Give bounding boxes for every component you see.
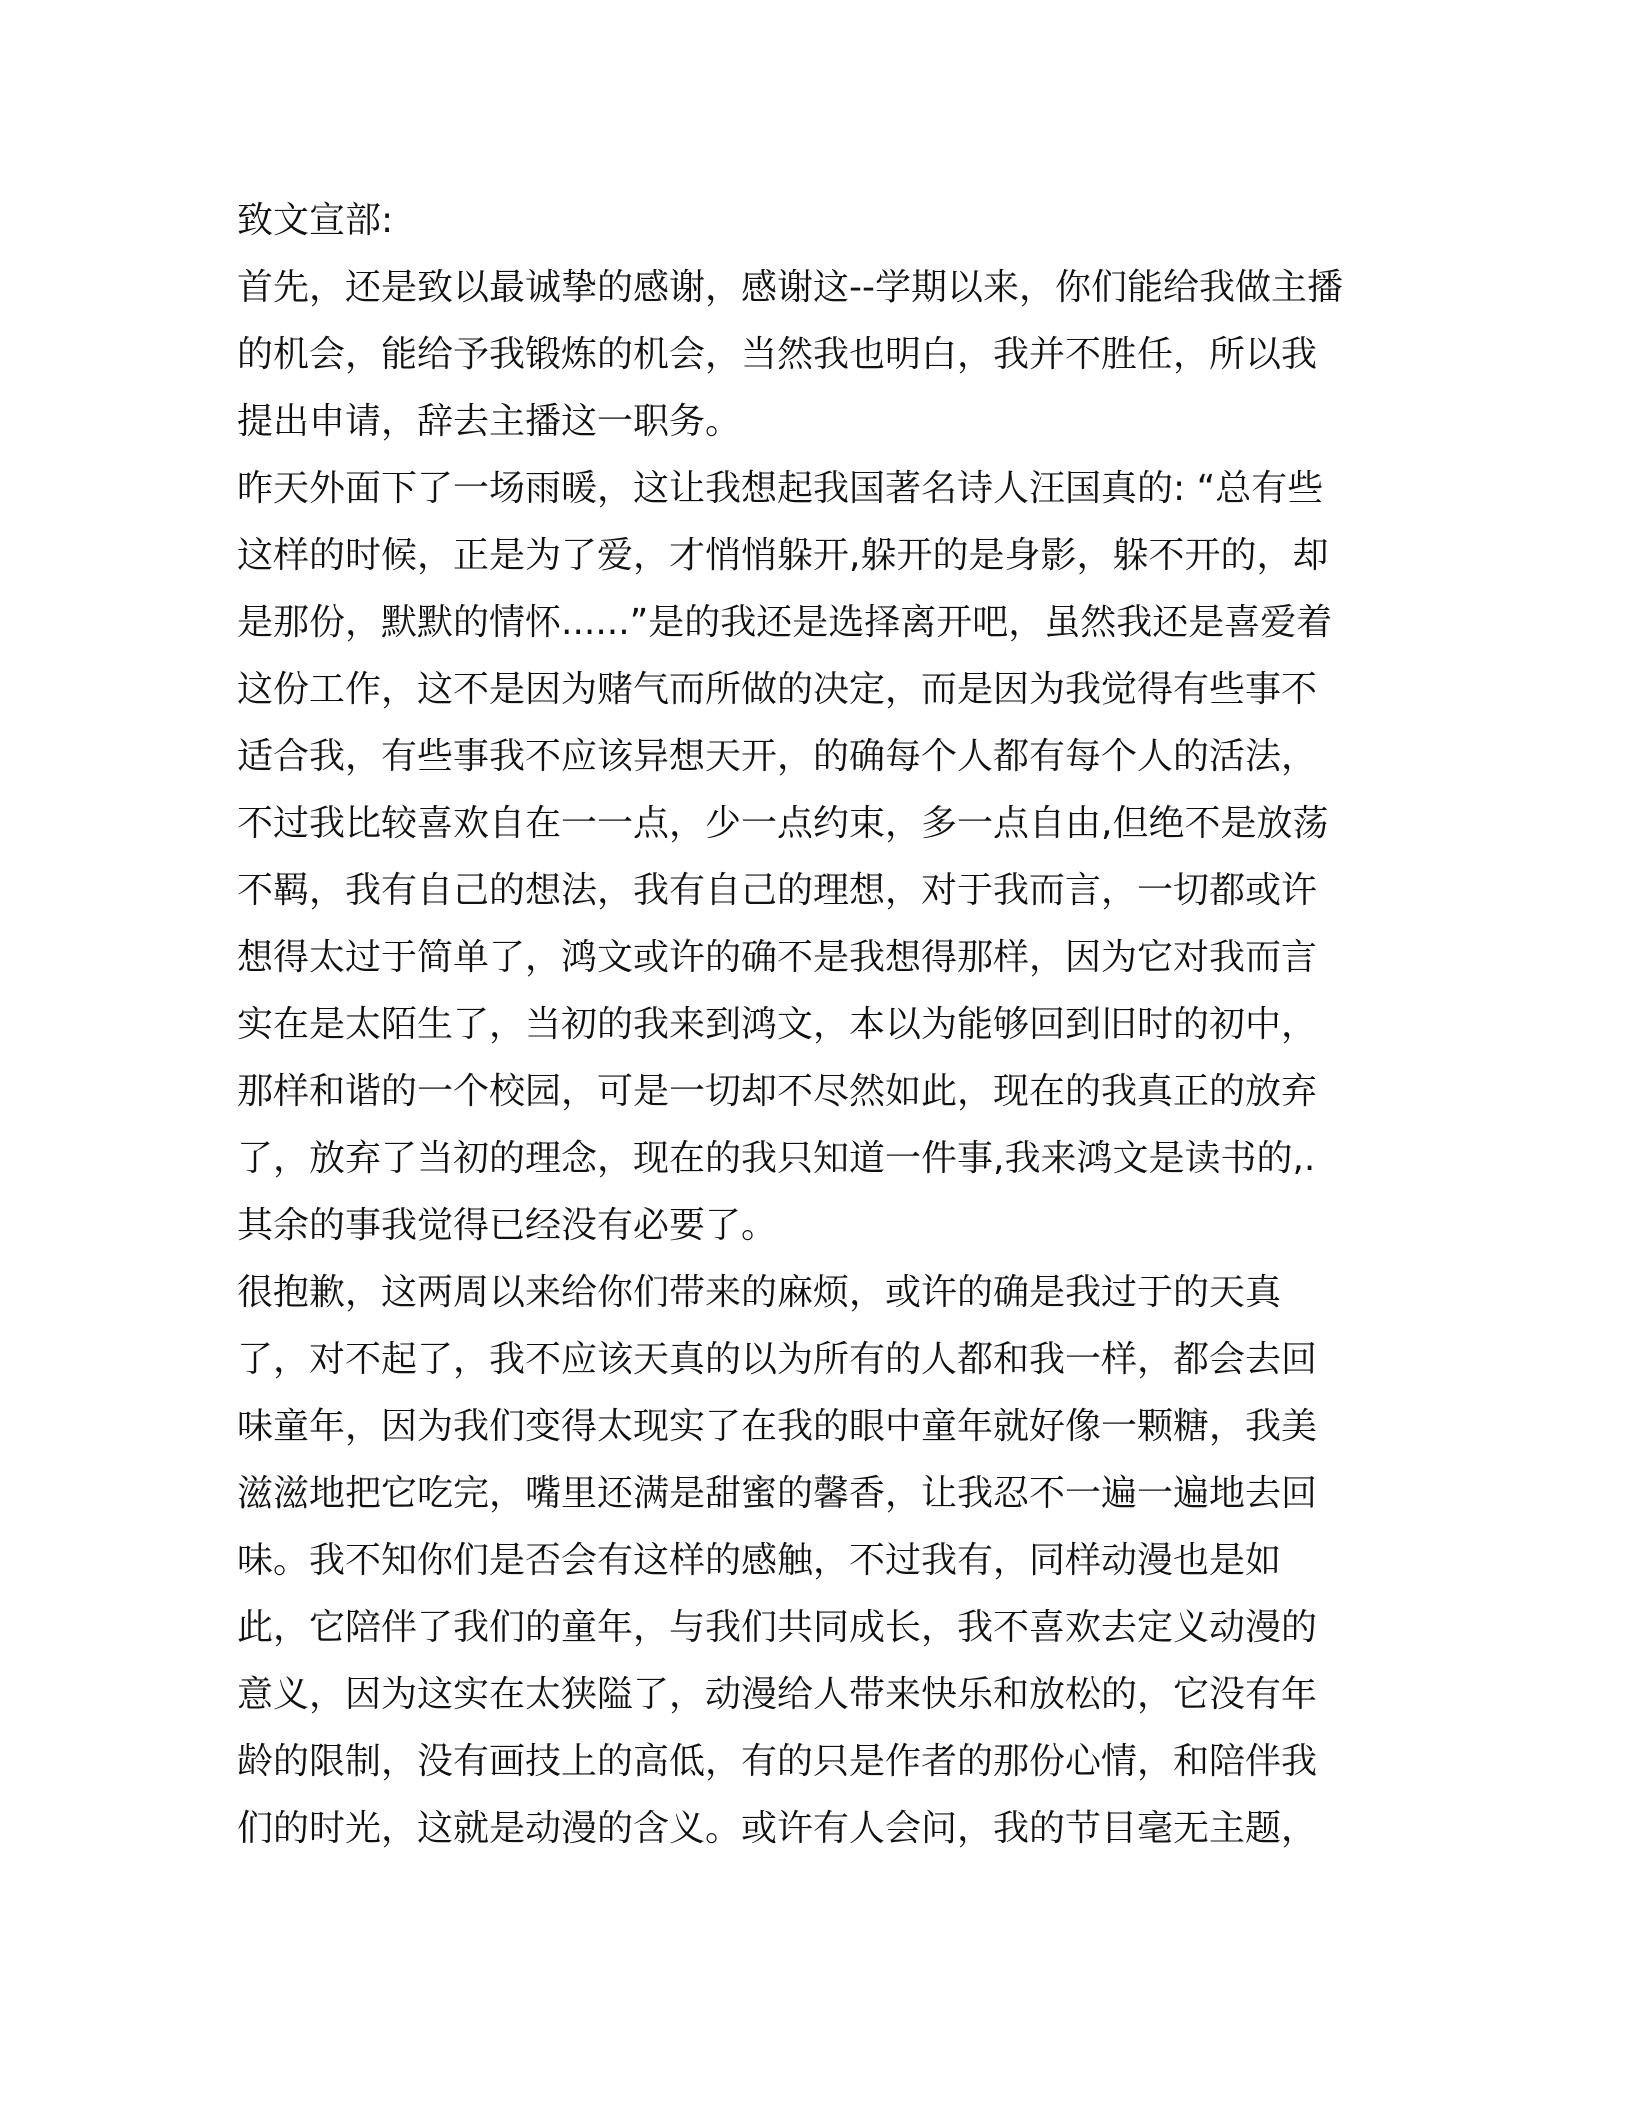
- text-line: 不过我比较喜欢自在一一点，少一点约束，多一点自由,但绝不是放荡: [237, 803, 1329, 844]
- text-line: 龄的限制，没有画技上的高低，有的只是作者的那份心情，和陪伴我: [237, 1741, 1318, 1782]
- text-line: 滋滋地把它吃完，嘴里还满是甜蜜的馨香，让我忍不一遍一遍地去回: [237, 1473, 1318, 1514]
- text-line: 昨天外面下了一场雨暖，这让我想起我国著名诗人汪国真的: “总有些: [237, 468, 1324, 509]
- letter-body: [237, 187, 1387, 1862]
- text-line: 适合我，有些事我不应该异想天开，的确每个人都有每个人的活法，: [237, 736, 1318, 777]
- text-line: 这样的时候，正是为了爱，才悄悄躲开,躲开的是身影，躲不开的，却: [237, 535, 1329, 576]
- text-line: 了，放弃了当初的理念，现在的我只知道一件事,我来鸿文是读书的,.: [237, 1138, 1316, 1179]
- text-line: 了，对不起了，我不应该天真的以为所有的人都和我一样，都会去回: [237, 1339, 1318, 1380]
- text-line: 意义，因为这实在太狭隘了，动漫给人带来快乐和放松的，它没有年: [237, 1674, 1318, 1715]
- text-line: 首先，还是致以最诚挚的感谢，感谢这--学期以来，你们能给我做主播: [237, 267, 1343, 308]
- text-line: 很抱歉，这两周以来给你们带来的麻烦，或许的确是我过于的天真: [237, 1272, 1282, 1313]
- text-line: 不羁，我有自己的想法，我有自己的理想，对于我而言，一切都或许: [237, 870, 1318, 911]
- text-line: 这份工作，这不是因为赌气而所做的决定，而是因为我觉得有些事不: [237, 669, 1318, 710]
- text-line: 们的时光，这就是动漫的含义。或许有人会问，我的节目毫无主题，: [237, 1808, 1318, 1849]
- text-line: 味。我不知你们是否会有这样的感触，不过我有，同样动漫也是如: [237, 1540, 1282, 1581]
- text-line-salutation: 致文宣部:: [237, 200, 394, 241]
- text-line: 实在是太陌生了，当初的我来到鸿文，本以为能够回到旧时的初中，: [237, 1004, 1318, 1045]
- text-line: 是那份，默默的情怀......”是的我还是选择离开吧，虽然我还是喜爱着: [237, 602, 1333, 643]
- text-line: 那样和谐的一个校园，可是一切却不尽然如此，现在的我真正的放弃: [237, 1071, 1318, 1112]
- text-line: 其余的事我觉得已经没有必要了。: [237, 1205, 778, 1246]
- text-line: 想得太过于简单了，鸿文或许的确不是我想得那样，因为它对我而言: [237, 937, 1318, 978]
- text-line: 提出申请，辞去主播这一职务。: [237, 401, 742, 442]
- text-line: 的机会，能给予我锻炼的机会，当然我也明白，我并不胜任，所以我: [237, 334, 1318, 375]
- text-line: 味童年，因为我们变得太现实了在我的眼中童年就好像一颗糖，我美: [237, 1406, 1318, 1447]
- text-line: 此，它陪伴了我们的童年，与我们共同成长，我不喜欢去定义动漫的: [237, 1607, 1318, 1648]
